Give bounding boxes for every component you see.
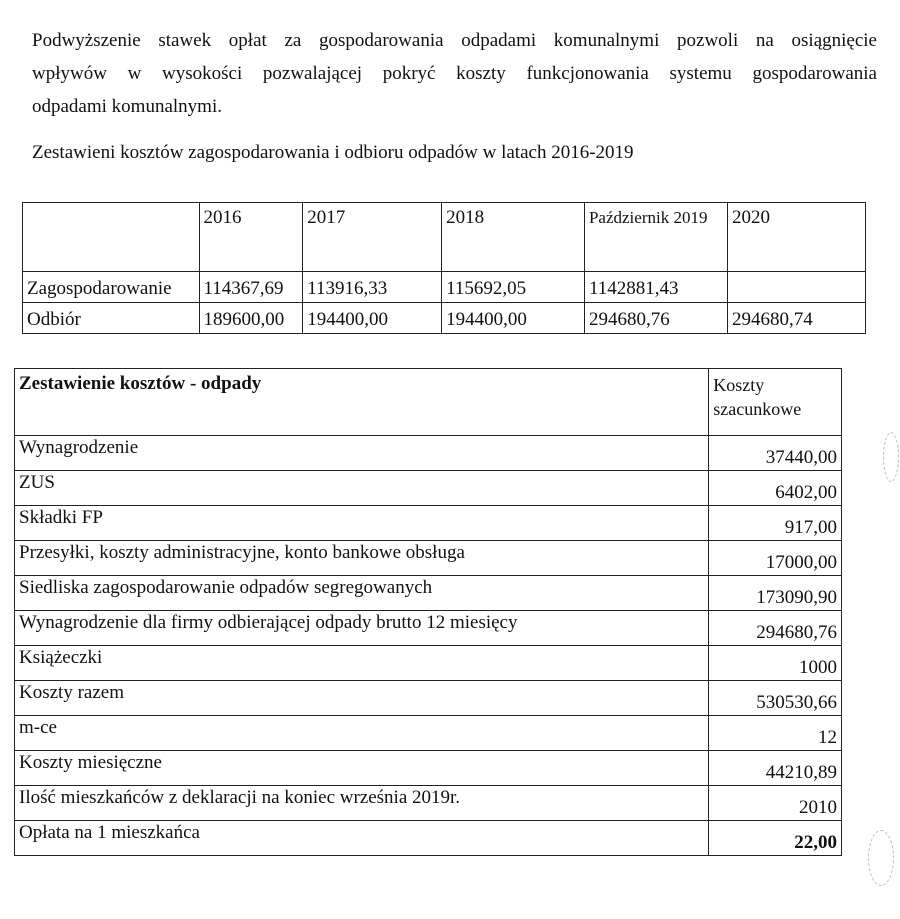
value-cell: 294680,74 (728, 303, 866, 334)
table-row (15, 681, 842, 716)
table-header-row (23, 203, 866, 272)
table-row (15, 786, 842, 821)
value-cell: 114367,69 (199, 272, 303, 303)
cost-value: 1000 (709, 646, 842, 681)
value-cell: 189600,00 (199, 303, 303, 334)
value-cell: 115692,05 (442, 272, 585, 303)
table-title: Zestawienie kosztów - odpady (15, 369, 709, 436)
cost-label: Wynagrodzenie dla firmy odbierającej odpady brutto 12 miesięcy (15, 611, 709, 646)
cost-label: Składki FP (15, 506, 709, 541)
intro-line: odpadami komunalnymi. (32, 96, 222, 117)
value-cell (728, 272, 866, 303)
value-cell: 294680,76 (584, 303, 727, 334)
cost-label: Koszty miesięczne (15, 751, 709, 786)
value-header: Koszty szacunkowe (709, 369, 842, 436)
value-cell: 113916,33 (303, 272, 442, 303)
intro-line: Podwyższenie stawek opłat za gospodarowania odpadami komunalnymi pozwoli na osiągnięcie (32, 30, 877, 51)
cost-label: Książeczki (15, 646, 709, 681)
header-cell (23, 203, 200, 272)
table-row (15, 576, 842, 611)
cost-value: 22,00 (709, 821, 842, 856)
cost-value: 530530,66 (709, 681, 842, 716)
cost-label: m-ce (15, 716, 709, 751)
scan-artifact (883, 432, 899, 482)
table-row (15, 541, 842, 576)
cost-label: Koszty razem (15, 681, 709, 716)
table-row (15, 436, 842, 471)
cost-label: Siedliska zagospodarowanie odpadów segregowanych (15, 576, 709, 611)
section-heading: Zestawieni kosztów zagospodarowania i odbioru odpadów w latach 2016-2019 (32, 142, 634, 163)
table-row (15, 751, 842, 786)
cost-value: 12 (709, 716, 842, 751)
cost-value: 44210,89 (709, 751, 842, 786)
value-cell: 194400,00 (303, 303, 442, 334)
cost-value: 6402,00 (709, 471, 842, 506)
header-cell: 2020 (728, 203, 866, 272)
cost-label: Wynagrodzenie (15, 436, 709, 471)
table-row (15, 716, 842, 751)
table-row (15, 506, 842, 541)
table-row (15, 821, 842, 856)
cost-value: 917,00 (709, 506, 842, 541)
header-cell: 2018 (442, 203, 585, 272)
cost-value: 2010 (709, 786, 842, 821)
header-cell: 2017 (303, 203, 442, 272)
years-cost-table (22, 202, 866, 334)
intro-paragraph (32, 24, 877, 123)
cost-summary-table (14, 368, 842, 856)
cost-label: ZUS (15, 471, 709, 506)
scan-artifact (868, 830, 894, 886)
cost-value: 173090,90 (709, 576, 842, 611)
cost-value: 17000,00 (709, 541, 842, 576)
cost-label: Przesyłki, koszty administracyjne, konto bankowe obsługa (15, 541, 709, 576)
row-label: Zagospodarowanie (23, 272, 200, 303)
intro-line: wpływów w wysokości pozwalającej pokryć koszty funkcjonowania systemu gospodarowania (32, 63, 877, 84)
table-row (15, 611, 842, 646)
header-cell: 2016 (199, 203, 303, 272)
value-cell: 1142881,43 (584, 272, 727, 303)
table-header-row (15, 369, 842, 436)
value-cell: 194400,00 (442, 303, 585, 334)
cost-label: Opłata na 1 mieszkańca (15, 821, 709, 856)
row-label: Odbiór (23, 303, 200, 334)
table-row (23, 272, 866, 303)
table-row (15, 646, 842, 681)
table-row (15, 471, 842, 506)
cost-label: Ilość mieszkańców z deklaracji na koniec września 2019r. (15, 786, 709, 821)
cost-value: 37440,00 (709, 436, 842, 471)
header-cell: Październik 2019 (584, 203, 727, 272)
table-row (23, 303, 866, 334)
cost-value: 294680,76 (709, 611, 842, 646)
